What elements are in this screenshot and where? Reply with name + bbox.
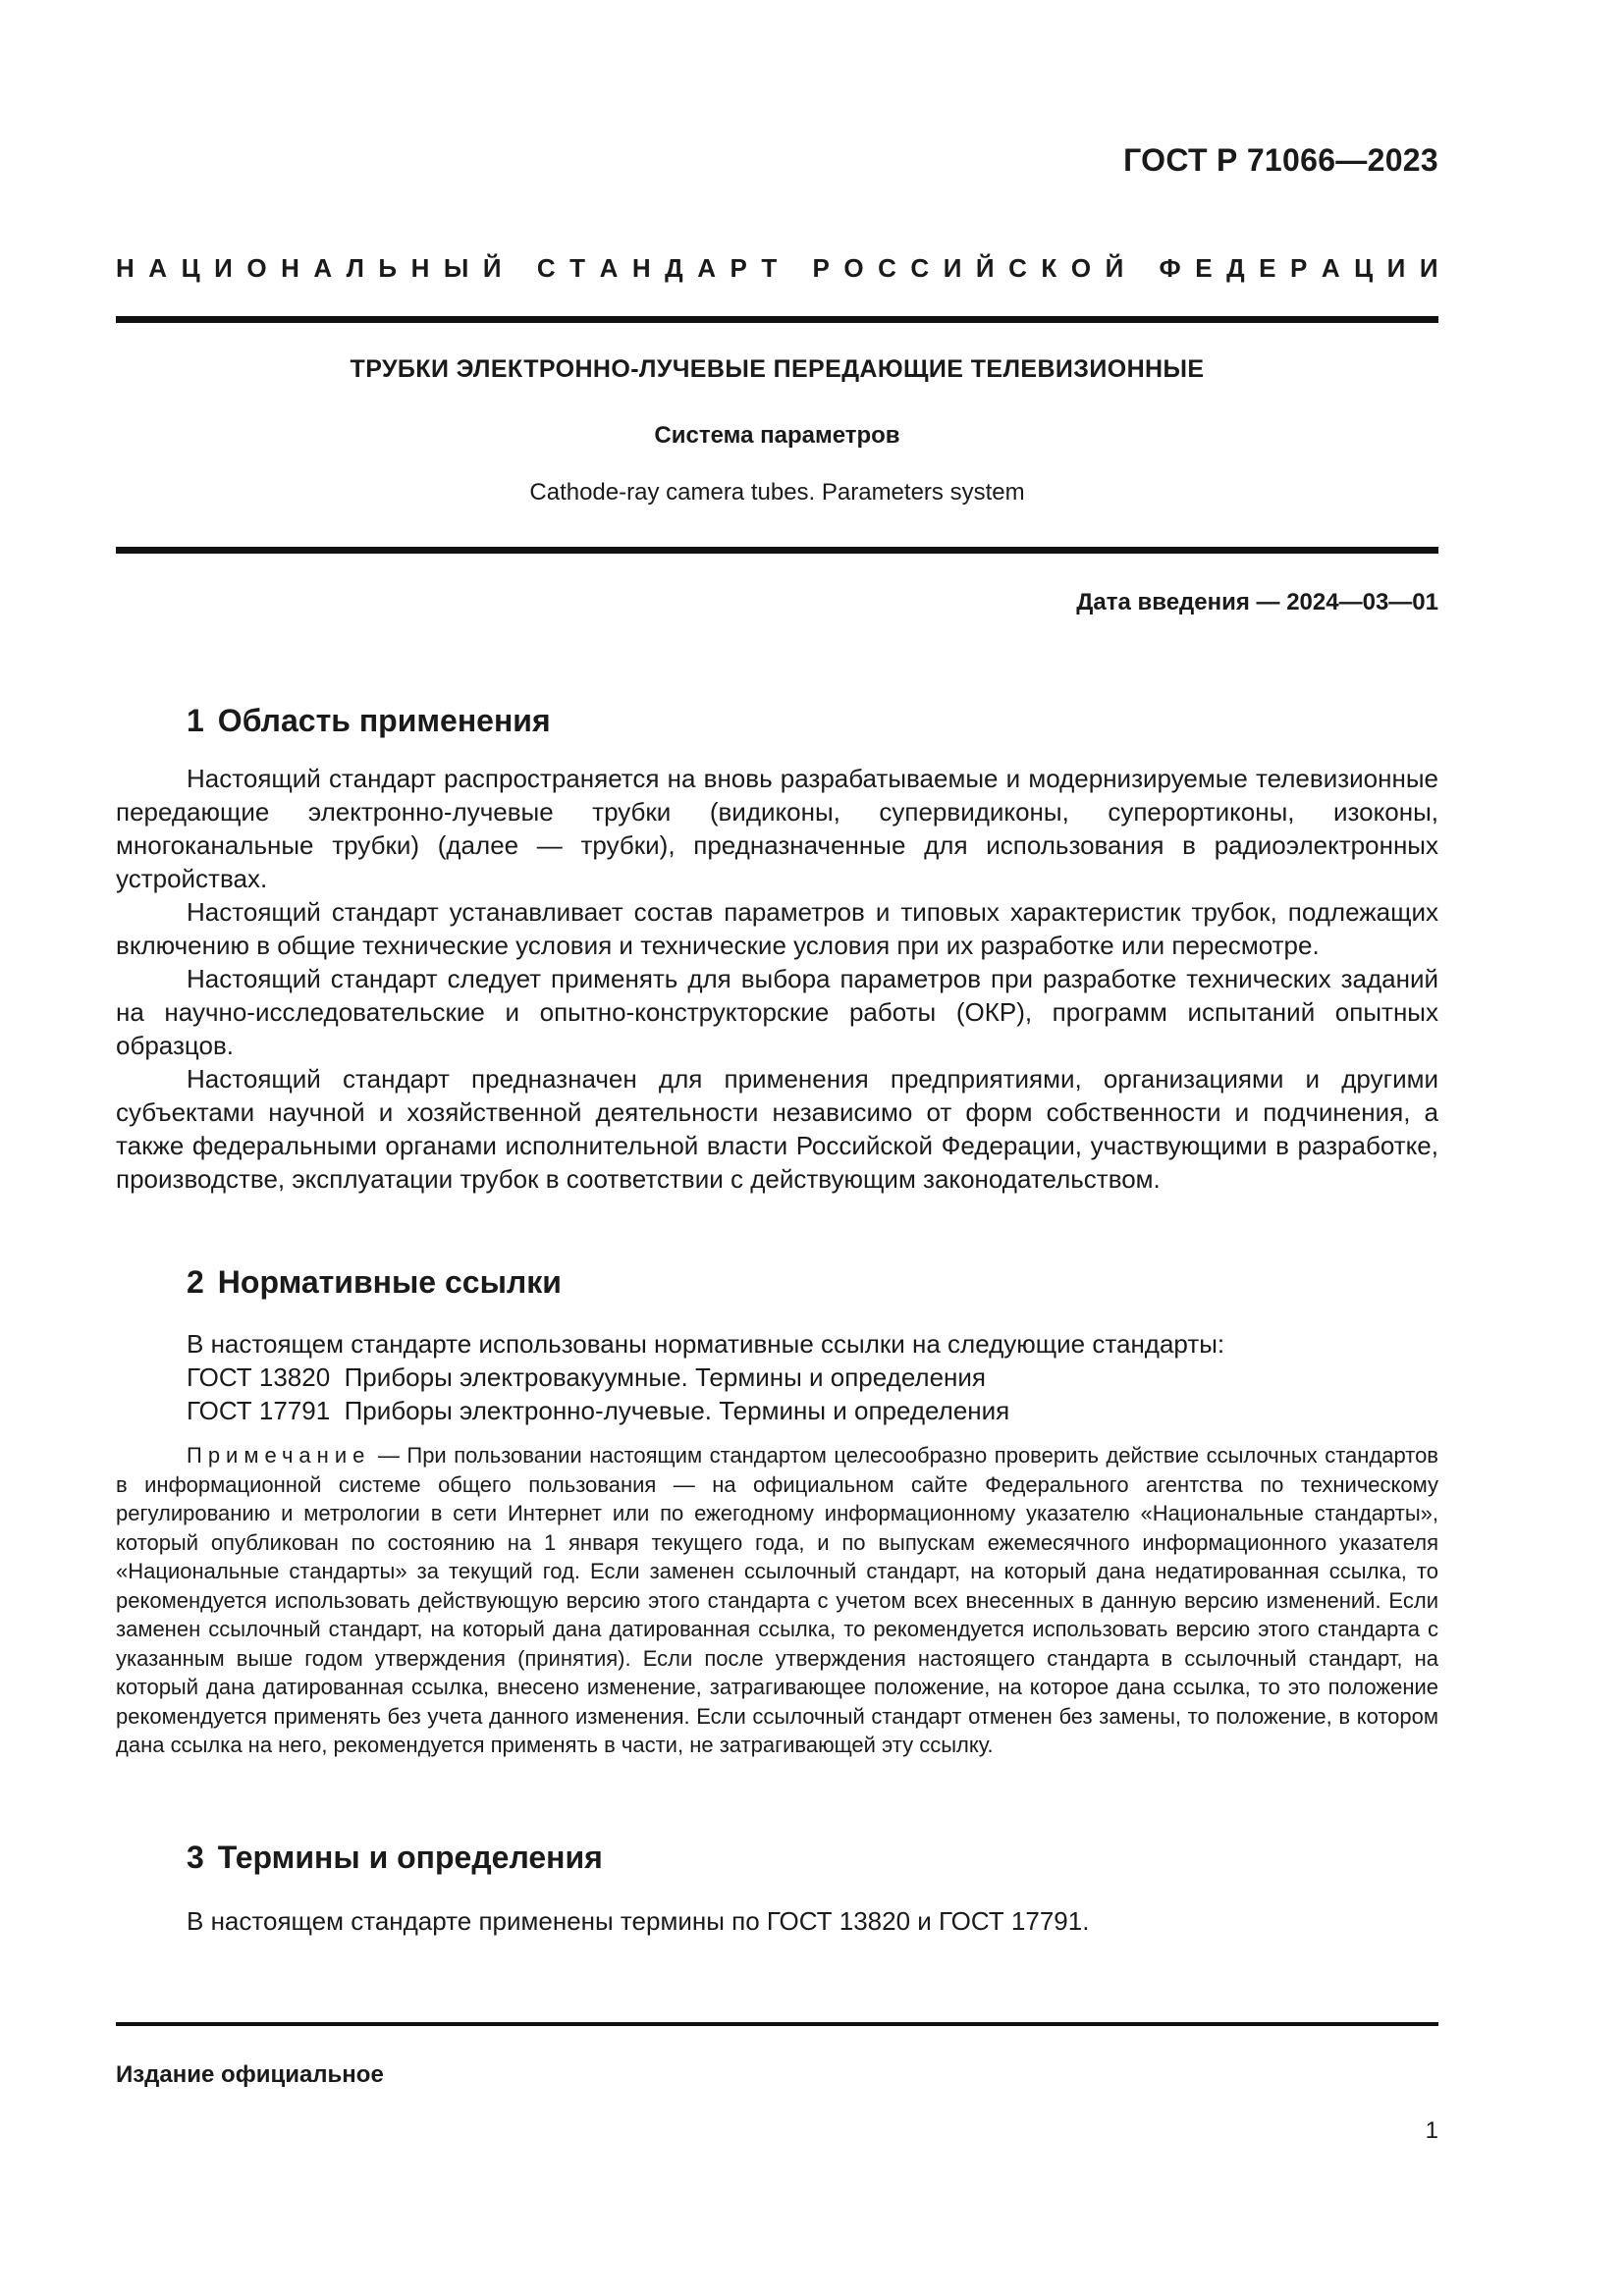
reference-item: ГОСТ 17791 Приборы электронно-лучевые. Термины и определения [187, 1396, 1010, 1425]
note-label: Примечание [187, 1443, 371, 1468]
paragraph: Настоящий стандарт распространяется на вновь разрабатываемые и модернизируемые телевизионные передающие электронно-лучевые трубки (видиконы, супервидиконы, суперортиконы, изоконы, многоканальные трубки) (далее — трубки), предназначенные для использования в радиоэлектронных устройствах. [116, 764, 1438, 893]
title-letter: Ф [1159, 253, 1181, 283]
national-standard-title [116, 253, 1438, 284]
title-bottom-rule [116, 547, 1438, 554]
title-letter: О [246, 253, 267, 283]
paragraph: Настоящий стандарт устанавливает состав параметров и типовых характеристик трубок, подлежащих включению в общие технические условия и технические условия при их разработке или пересмотре. [116, 897, 1438, 960]
title-letter: А [697, 253, 716, 283]
section-title: Нормативные ссылки [217, 1264, 562, 1300]
section-3-text: В настоящем стандарте применены термины по ГОСТ 13820 и ГОСТ 17791. [187, 1906, 1090, 1936]
title-letter: А [148, 253, 168, 283]
document-code: ГОСТ Р 71066—2023 [1123, 142, 1438, 178]
note-text: — При пользовании настоящим стандартом целесообразно проверить действие ссылочных стандартов в информационной системе общего пользования — на официальном сайте Федерального агентства по техническому регулированию и метрологии в сети Интернет или по ежегодному информационному указателю «Национальные стандарты», который опубликован по состоянию на 1 января текущего года, и по выпускам ежемесячного информационного указателя «Национальные стандарты» за текущий год. Если заменен ссылочный стандарт, на который дана недатированная ссылка, то рекомендуется использовать действующую версию этого стандарта с учетом всех внесенных в данную версию изменений. Если заменен ссылочный стандарт, на который дана датированная ссылка, то рекомендуется использовать версию этого стандарта с указанным выше годом утверждения (принятия). Если после утверждения настоящего стандарта в ссылочный стандарт, на который дана датированная ссылка, внесено изменение, затрагивающее положение, на которое дана ссылка, то это положение рекомендуется применять без учета данного изменения. Если ссылочный стандарт отменен без замены, то положение, в котором дана ссылка на него, рекомендуется применять в части, не затрагивающей эту ссылку. [116, 1443, 1438, 1757]
section-1-body [116, 762, 1438, 1196]
title-letter: Р [1290, 253, 1308, 283]
title-letter: Л [346, 253, 364, 283]
paragraph: Настоящий стандарт предназначен для применения предприятиями, организациями и другими субъектами научной и хозяйственной деятельности независимо от форм собственности и подчинения, а также федеральными органами исполнительной власти Российской Федерации, участвующими в разработке, производстве, эксплуатации трубок в соответствии с действующим законодательством. [116, 1064, 1438, 1194]
title-letter: Н [116, 253, 135, 283]
title-letter: Е [1195, 253, 1213, 283]
title-letter: Т [569, 253, 586, 283]
standard-english-title: Cathode-ray camera tubes. Parameters system [529, 479, 1025, 506]
title-letter: И [943, 253, 962, 283]
title-letter: Н [281, 253, 299, 283]
standard-title: ТРУБКИ ЭЛЕКТРОННО-ЛУЧЕВЫЕ ПЕРЕДАЮЩИЕ ТЕЛЕВИЗИОННЫЕ [350, 355, 1205, 383]
section-number: 1 [187, 703, 204, 738]
section-title: Термины и определения [217, 1840, 603, 1875]
title-letter: Д [1226, 253, 1245, 283]
section-1-heading [187, 703, 551, 739]
title-letter: А [313, 253, 333, 283]
title-letter: О [843, 253, 864, 283]
title-letter: Е [1259, 253, 1276, 283]
page-number: 1 [1425, 2117, 1438, 2144]
footer-rule [116, 2022, 1438, 2026]
title-letter: Й [1105, 253, 1124, 283]
section-number: 2 [187, 1264, 204, 1300]
official-edition-label: Издание официальное [116, 2061, 384, 2088]
title-letter: Т [761, 253, 778, 283]
section-number: 3 [187, 1840, 204, 1875]
title-letter: Й [975, 253, 995, 283]
title-letter: Й [482, 253, 502, 283]
title-letter: Ц [181, 253, 200, 283]
word-gap [1138, 253, 1145, 284]
title-letter: И [1386, 253, 1406, 283]
title-letter: С [536, 253, 556, 283]
title-letter: С [910, 253, 930, 283]
word-gap [515, 253, 522, 284]
title-letter: И [214, 253, 233, 283]
section-title: Область применения [217, 703, 551, 738]
paragraph: Настоящий стандарт следует применять для выбора параметров при разработке технических заданий на научно-исследовательские и опытно-конструкторские работы (ОКР), программ испытаний опытных образцов. [116, 964, 1438, 1060]
title-letter: Ы [443, 253, 469, 283]
introduction-date: Дата введения — 2024—03—01 [1076, 589, 1438, 615]
section-3-heading [187, 1840, 603, 1876]
title-letter: И [1419, 253, 1438, 283]
top-rule [116, 316, 1438, 323]
references-intro: В настоящем стандарте использованы нормативные ссылки на следующие стандарты: [187, 1329, 1225, 1359]
title-letter: Н [631, 253, 651, 283]
title-letter: А [599, 253, 619, 283]
title-letter: К [1041, 253, 1057, 283]
document-page [116, 0, 1438, 2296]
title-letter: Н [410, 253, 430, 283]
title-letter: О [1070, 253, 1092, 283]
word-gap [791, 253, 798, 284]
title-letter: Ь [378, 253, 398, 283]
title-letter: А [1321, 253, 1340, 283]
title-letter: Д [665, 253, 683, 283]
note [116, 1441, 1438, 1760]
title-letter: Р [812, 253, 830, 283]
title-letter: С [878, 253, 896, 283]
title-letter: С [1008, 253, 1027, 283]
title-letter: Р [730, 253, 747, 283]
reference-item: ГОСТ 13820 Приборы электровакуумные. Термины и определения [187, 1362, 987, 1392]
title-letter: Ц [1354, 253, 1374, 283]
standard-subtitle: Система параметров [654, 422, 900, 449]
section-2-heading [187, 1264, 562, 1301]
